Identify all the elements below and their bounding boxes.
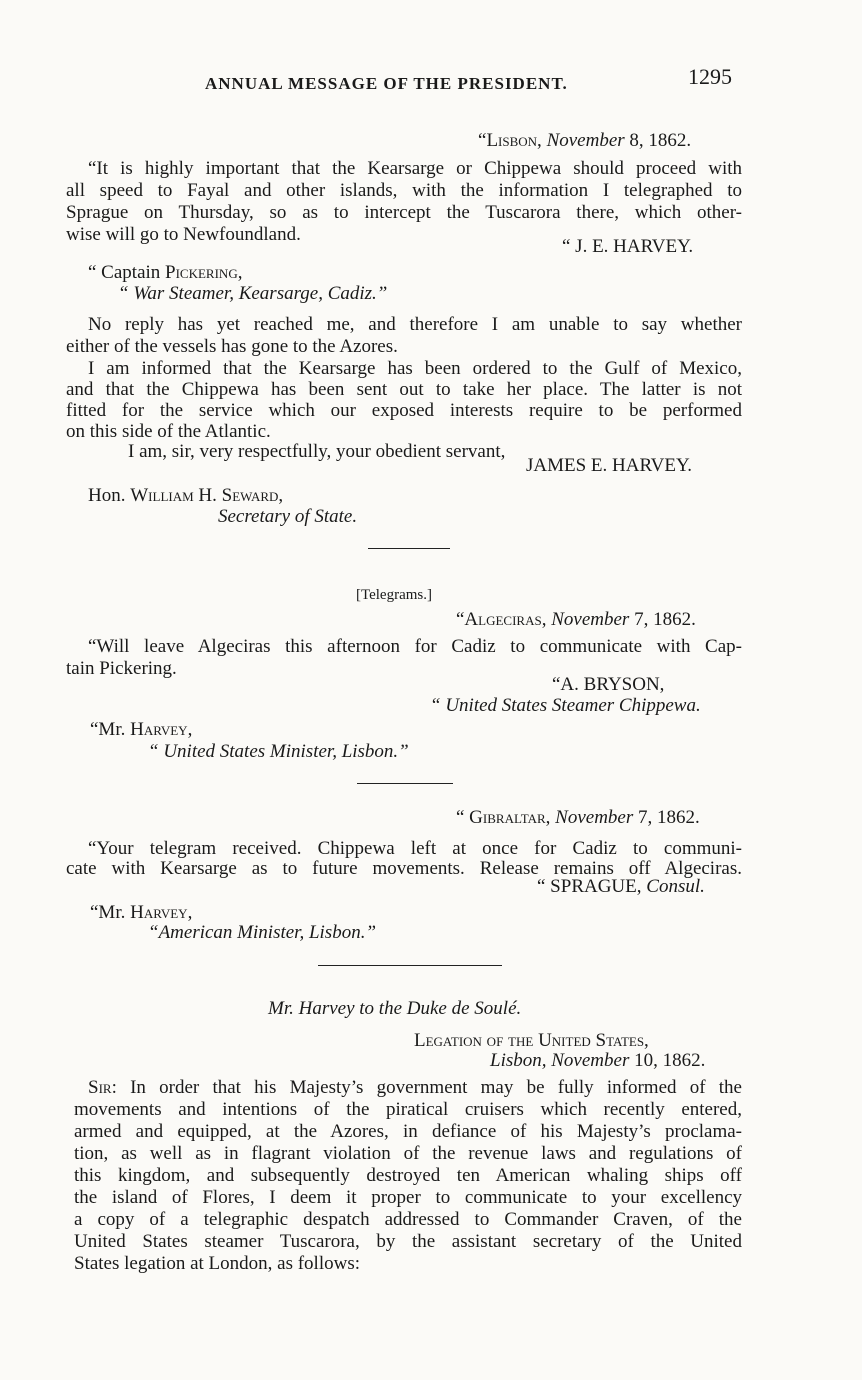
dateline-gibraltar: “ Gibraltar, November 7, 1862. — [456, 807, 700, 828]
recipient: Hon. William H. Seward, — [88, 485, 284, 506]
telegram2-signature: “ SPRAGUE, Consul. — [537, 876, 705, 897]
narrative-line: on this side of the Atlantic. — [66, 421, 271, 442]
dateline-algeciras: “Algeciras, November 7, 1862. — [456, 609, 696, 630]
telegram2-line: cate with Kearsarge as to future movements. Release remains off Algeciras. — [66, 858, 742, 879]
telegram1-signature-title: “ United States Steamer Chippewa. — [430, 695, 701, 716]
divider — [368, 548, 450, 549]
letter1-addressee: “ Captain Pickering, — [88, 262, 243, 283]
letter2-line: this kingdom, and subsequently destroyed ten American whaling ships off — [74, 1165, 742, 1186]
running-header: ANNUAL MESSAGE OF THE PRESIDENT. — [205, 74, 568, 93]
telegram1-signature: “A. BRYSON, — [552, 674, 665, 695]
divider — [318, 965, 502, 966]
telegram2-addressee: “Mr. Harvey, — [90, 902, 193, 923]
narrative-line: either of the vessels has gone to the Azores. — [66, 336, 398, 357]
letter1-line: “It is highly important that the Kearsarge or Chippewa should proceed with — [88, 158, 742, 179]
narrative-line: I am informed that the Kearsarge has been ordered to the Gulf of Mexico, — [88, 358, 742, 379]
divider — [357, 783, 453, 784]
letter1-addressee-line2: “ War Steamer, Kearsarge, Cadiz.” — [118, 283, 388, 304]
letter2-line: Sir: In order that his Majesty’s government may be fully informed of the — [88, 1077, 742, 1098]
telegrams-heading: [Telegrams.] — [356, 587, 432, 603]
telegram1-addressee: “Mr. Harvey, — [90, 719, 193, 740]
narrative-line: and that the Chippewa has been sent out to take her place. The latter is not — [66, 379, 742, 400]
dateline-lisbon: “Lisbon, November 8, 1862. — [478, 130, 692, 151]
letter2-line: movements and intentions of the piratical cruisers which recently entered, — [74, 1099, 742, 1120]
recipient-title: Secretary of State. — [218, 506, 358, 527]
letter2-line: States legation at London, as follows: — [74, 1253, 361, 1274]
legation-line: Legation of the United States, — [414, 1030, 649, 1051]
letter2-line: United States steamer Tuscarora, by the assistant secretary of the United — [74, 1231, 742, 1252]
page-number: 1295 — [688, 64, 732, 89]
letter2-dateline: Lisbon, November 10, 1862. — [490, 1050, 706, 1071]
letter1-line: Sprague on Thursday, so as to intercept the Tuscarora there, which other- — [66, 202, 742, 223]
telegram1-addressee-line2: “ United States Minister, Lisbon.” — [148, 741, 409, 762]
letter2-line: tion, as well as in flagrant violation of the revenue laws and regulations of — [74, 1143, 742, 1164]
telegram1-line: tain Pickering. — [66, 658, 177, 679]
signature-main: JAMES E. HARVEY. — [526, 455, 692, 476]
letter1-line: all speed to Fayal and other islands, with the information I telegraphed to — [66, 180, 742, 201]
telegram2-addressee-line2: “American Minister, Lisbon.” — [148, 922, 377, 943]
letter2-line: the island of Flores, I deem it proper to communicate to your excellency — [74, 1187, 742, 1208]
section-heading: Mr. Harvey to the Duke de Soulé. — [268, 998, 522, 1019]
narrative-line: fitted for the service which our exposed interests require to be performed — [66, 400, 742, 421]
narrative-line: No reply has yet reached me, and therefore I am unable to say whether — [88, 314, 742, 335]
telegram2-line: “Your telegram received. Chippewa left at once for Cadiz to communi- — [88, 838, 742, 859]
telegram1-line: “Will leave Algeciras this afternoon for Cadiz to communicate with Cap- — [88, 636, 742, 657]
letter1-signature: “ J. E. HARVEY. — [562, 236, 694, 257]
letter2-line: a copy of a telegraphic despatch addressed to Commander Craven, of the — [74, 1209, 742, 1230]
closing-line: I am, sir, very respectfully, your obedient servant, — [128, 441, 506, 462]
letter2-line: armed and equipped, at the Azores, in defiance of his Majesty’s proclama- — [74, 1121, 742, 1142]
letter1-line: wise will go to Newfoundland. — [66, 224, 301, 245]
